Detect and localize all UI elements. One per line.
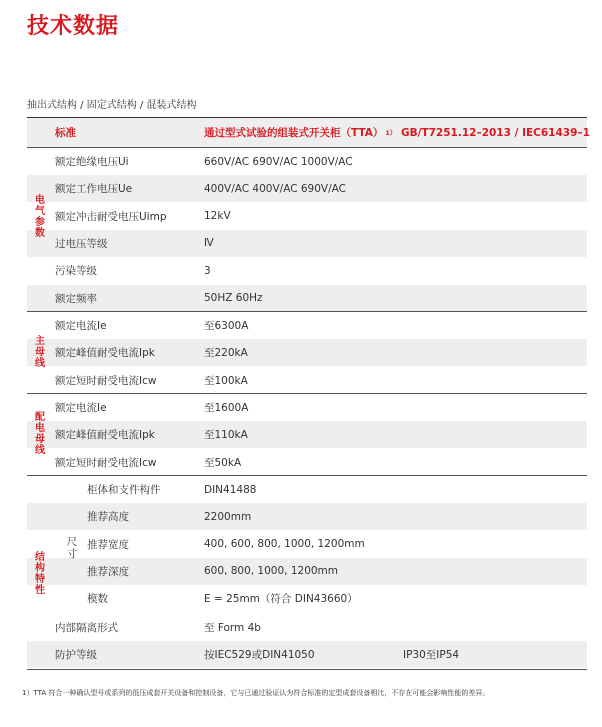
group-label-distribution-busbar: 配电母线	[35, 412, 45, 456]
table-row	[27, 339, 587, 366]
table-row	[27, 531, 587, 558]
row-value-secondary: IP30至IP54	[403, 649, 460, 662]
row-value: 至1600A	[204, 402, 249, 414]
table-row	[27, 175, 587, 202]
table-row	[27, 257, 587, 284]
row-value: 至50kA	[204, 456, 242, 469]
row-value: 至220kA	[204, 347, 248, 360]
row-value: 至100kA	[204, 374, 248, 387]
row-label: 额定冲击耐受电压Uimp	[55, 210, 167, 223]
row-value: 600, 800, 1000, 1200mm	[204, 565, 339, 578]
table-row	[27, 312, 587, 339]
row-label: 额定短时耐受电流Icw	[55, 374, 157, 387]
row-value: 按IEC529或DIN41050	[204, 649, 315, 662]
row-value: 2200mm	[204, 510, 252, 523]
row-label: 推荐高度	[87, 511, 129, 524]
row-value: DIN41488	[204, 483, 257, 496]
table-row	[27, 558, 587, 585]
row-value: 50HZ 60Hz	[204, 292, 263, 304]
group-label-dimension: 尺寸	[66, 536, 78, 560]
table-row	[27, 203, 587, 230]
table-header-row	[27, 118, 590, 147]
row-label: 防护等级	[55, 649, 97, 662]
table-row	[27, 230, 587, 257]
table-row	[27, 614, 587, 641]
row-label: 内部隔离形式	[55, 622, 118, 634]
row-label: 柜体和支件构件	[87, 484, 161, 496]
row-label: 额定峰值耐受电流Ipk	[55, 347, 155, 360]
row-value: 12kV	[204, 210, 231, 223]
table-row	[27, 421, 587, 448]
table-row	[27, 641, 587, 668]
header-tta-label: 通过型式试验的组装式开关柜（TTA） 1）	[204, 127, 397, 139]
table-row	[27, 476, 587, 503]
group-label-structure: 结构特性	[35, 552, 45, 596]
header-standard-label: 标准	[55, 127, 76, 139]
group-label-main-busbar: 主母线	[35, 336, 45, 369]
row-label: 额定电流Ie	[55, 320, 107, 332]
row-value: 400V/AC 400V/AC 690V/AC	[204, 182, 346, 195]
row-value: Ⅳ	[204, 237, 214, 250]
footnote: 1）TTA 符合一种确认型号或系列的低压成套开关设备和控制设备，它与已通过验证认为符合标准的定型成套设备相比，不存在可能会影响性能的差异。	[22, 689, 490, 697]
table-row	[27, 285, 587, 312]
table-bottom-rule	[27, 669, 587, 670]
page-subtitle: 抽出式结构 / 固定式结构 / 混装式结构	[27, 100, 197, 111]
row-label: 额定频率	[55, 292, 97, 305]
row-label: 额定峰值耐受电流Ipk	[55, 429, 155, 442]
table-row	[27, 367, 587, 394]
row-label: 额定短时耐受电流Icw	[55, 456, 157, 469]
row-label: 推荐深度	[87, 565, 129, 578]
table-row	[27, 503, 587, 530]
table-row	[27, 148, 587, 175]
row-label: 模数	[87, 593, 108, 606]
row-label: 过电压等级	[55, 237, 108, 250]
row-label: 额定绝缘电压Ui	[55, 156, 129, 168]
group-label-electrical: 电气参数	[35, 195, 45, 239]
row-label: 额定工作电压Ue	[55, 183, 133, 196]
page-title: 技术数据	[27, 14, 120, 39]
table-row	[27, 449, 587, 476]
row-value: 660V/AC 690V/AC 1000V/AC	[204, 155, 353, 168]
row-value: 至 Form 4b	[204, 622, 261, 634]
row-label: 额定电流Ie	[55, 402, 107, 414]
table-row	[27, 585, 587, 612]
header-standard-code: GB/T7251.12–2013 / IEC61439–1	[401, 126, 590, 139]
row-value: 至110kA	[204, 429, 248, 442]
row-value: 至6300A	[204, 320, 249, 332]
row-value: E = 25mm（符合 DIN43660）	[204, 593, 358, 606]
table-row	[27, 394, 587, 421]
row-label: 推荐宽度	[87, 538, 129, 551]
row-value: 3	[204, 264, 211, 277]
row-value: 400, 600, 800, 1000, 1200mm	[204, 538, 365, 551]
row-label: 污染等级	[55, 265, 97, 278]
